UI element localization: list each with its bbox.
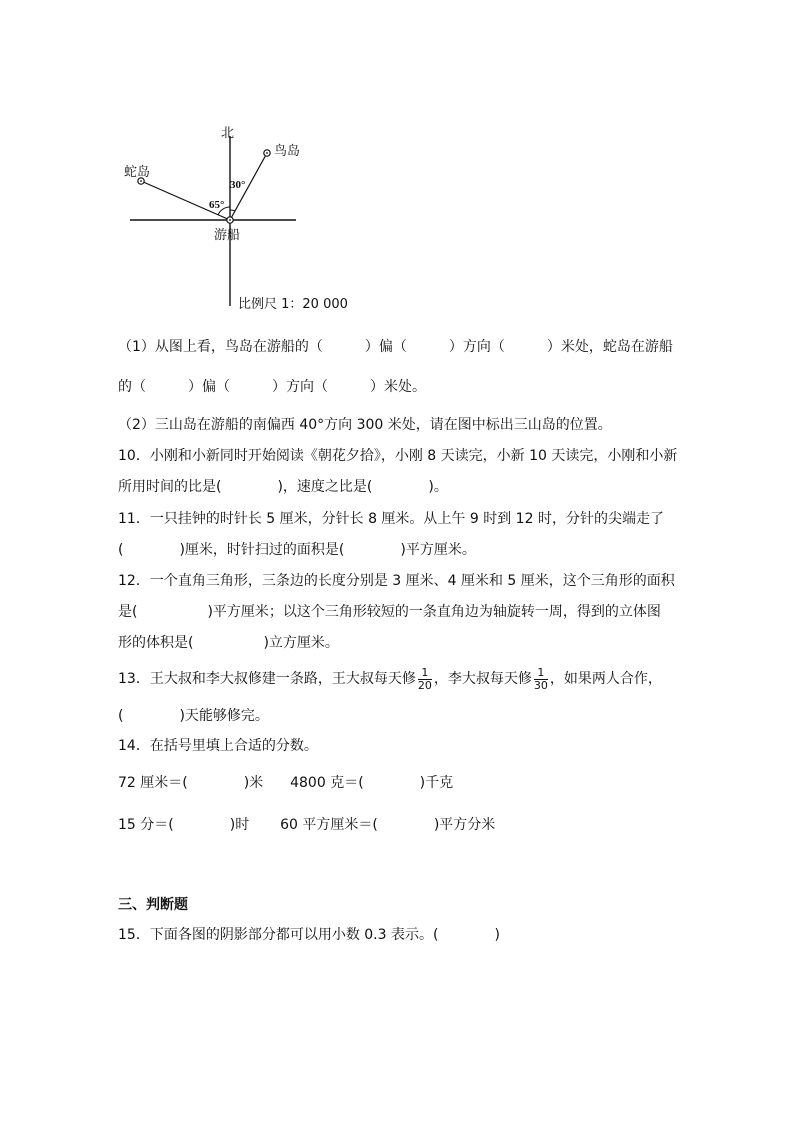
q13-text-b: ，李大叔每天修 — [433, 671, 532, 687]
q14-row1-a: 72 厘米＝( )米 — [118, 775, 264, 791]
q12-line2: 是( )平方厘米；以这个三角形较短的一条直角边为轴旋转一周，得到的立体图 — [118, 604, 661, 620]
snake-island-label: 蛇岛 — [124, 165, 151, 180]
section-title: 三、判断题 — [118, 897, 188, 913]
fraction-1-20 — [418, 667, 432, 692]
north-label: 北 — [221, 126, 235, 141]
q9-part2: （2）三山岛在游船的南偏西 40°方向 300 米处，请在图中标出三山岛的位置。 — [118, 417, 612, 433]
frac2-denominator: 30 — [533, 678, 548, 692]
angle-65-label: 65° — [209, 199, 225, 211]
angle-30-label: 30° — [230, 179, 246, 191]
q14-row1 — [118, 774, 453, 792]
q10-line1: 10．小刚和小新同时开始阅读《朝花夕拾》，小刚 8 天读完，小新 10 天读完，小刚和小新 — [118, 448, 678, 464]
q14-row2-a: 15 分＝( )时 — [118, 817, 250, 833]
q14-row1-b: 4800 克＝( )千克 — [290, 775, 454, 791]
q9-part1-line2: 的（ ）偏（ ）方向（ ）米处。 — [118, 379, 426, 395]
q13-line2: ( )天能够修完。 — [118, 708, 269, 724]
q13-text-a: 13．王大叔和李大叔修建一条路，王大叔每天修 — [118, 671, 416, 687]
angle-arc-bird — [230, 210, 235, 211]
ship-label: 游船 — [214, 228, 241, 243]
q15-text: 15．下面各图的阴影部分都可以用小数 0.3 表示。( ) — [118, 927, 500, 943]
direction-map — [120, 118, 380, 318]
q13-text-c: ，如果两人合作， — [549, 671, 662, 687]
q14-row2-b: 60 平方厘米＝( )平方分米 — [280, 817, 496, 833]
bird-island-label: 鸟岛 — [274, 144, 301, 159]
fraction-1-30 — [534, 667, 548, 692]
q11-line1: 11．一只挂钟的时针长 5 厘米，分针长 8 厘米。从上午 9 时到 12 时，分针的尖端走了 — [118, 511, 664, 527]
scale-label: 比例尺 1：20 000 — [238, 297, 348, 312]
q12-line3: 形的体积是( )立方厘米。 — [118, 635, 339, 651]
q13-line1 — [118, 663, 662, 695]
q14-row2 — [118, 816, 495, 834]
frac2-numerator: 1 — [534, 667, 548, 680]
q12-line1: 12．一个直角三角形，三条边的长度分别是 3 厘米、4 厘米和 5 厘米，这个三角形的面积 — [118, 573, 675, 589]
q9-part1-line1: （1）从图上看，鸟岛在游船的（ ）偏（ ）方向（ ）米处，蛇岛在游船 — [118, 339, 673, 355]
q10-line2: 所用时间的比是( )，速度之比是( )。 — [118, 479, 448, 495]
q14-title: 14．在括号里填上合适的分数。 — [118, 738, 318, 754]
map-lines — [120, 118, 380, 318]
q11-line2: ( )厘米，时针扫过的面积是( )平方厘米。 — [118, 542, 476, 558]
frac1-denominator: 20 — [417, 678, 432, 692]
frac1-numerator: 1 — [418, 667, 432, 680]
